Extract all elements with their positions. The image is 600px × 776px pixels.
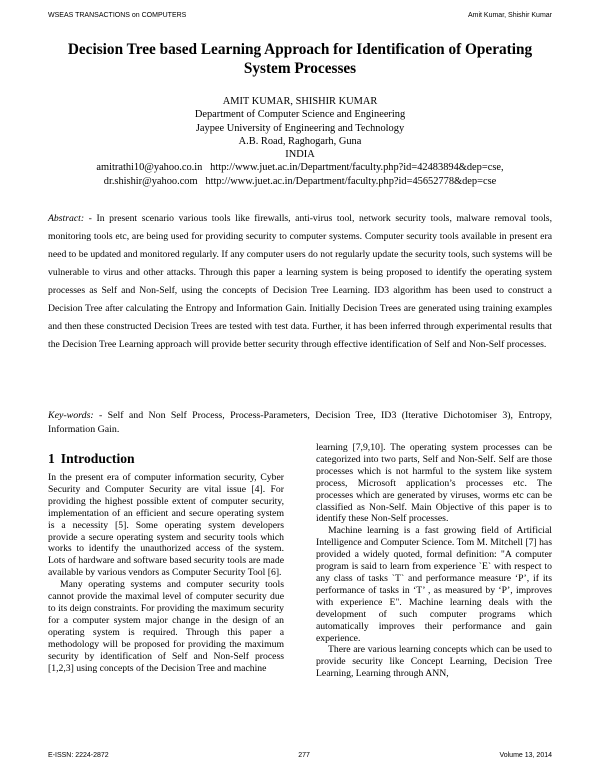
paper-title: Decision Tree based Learning Approach for Identification of Operating System Processes: [67, 41, 533, 77]
section-number: 1: [48, 451, 55, 466]
author-department: Department of Computer Science and Engineering: [194, 109, 406, 121]
running-footer: [48, 752, 552, 759]
intro-paragraph-1: In the present era of computer information security, Cyber Security and Computer Security are vital issue [4]. For providing the highest possible extent of computer security, implementation of an efficient and secure operating system is a necessity [5]. Some operating system developers provide a secure operating system and security tools which works to identify the unauthorized access of the system. Lots of hardware and software based security tools are made available by various vendors as Computer Security Tool [6].: [48, 472, 284, 579]
page-number: 277: [298, 752, 310, 759]
author-address: A.B. Road, Raghogarh, Guna: [238, 135, 362, 147]
journal-name: WSEAS TRANSACTIONS on COMPUTERS: [48, 12, 187, 19]
section-title: Introduction: [60, 451, 135, 466]
left-column: [48, 450, 284, 674]
author-contact-1: amitrathi10@yahoo.co.in http://www.juet.ac.in/Department/faculty.php?id=42483894&dep=cse,: [96, 162, 504, 174]
section-heading: [48, 450, 284, 468]
volume: Volume 13, 2014: [499, 752, 552, 759]
keywords-label: Key-words:: [48, 410, 94, 421]
right-column: [316, 442, 552, 680]
intro-paragraph-4: Machine learning is a fast growing field of Artificial Intelligence and Computer Science. Tom M. Mitchell [7] has provided a widely quoted, formal definition: "A computer program is said to learn from experience `E` with respect to any class of tasks `T` and performance measure ‘P’, if its performance of tasks in ‘T’ , as measured by ‘P’, improves with experience E". Machine learning deals with the development of such computer programs which automatically improves their performance and gain experience.: [316, 525, 552, 644]
author-names: AMIT KUMAR, SHISHIR KUMAR: [222, 96, 378, 107]
issn: E-ISSN: 2224-2872: [48, 752, 109, 759]
running-header: [48, 12, 552, 19]
author-university: Jaypee University of Engineering and Technology: [195, 122, 405, 134]
intro-paragraph-5: There are various learning concepts which can be used to provide security like Concept Learning, Decision Tree Learning, Learning through ANN,: [316, 644, 552, 680]
author-contact-2: dr.shishir@yahoo.com http://www.juet.ac.in/Department/faculty.php?id=45652778&dep=cse: [103, 175, 497, 187]
abstract-text: In present scenario various tools like firewalls, anti-virus tool, network security tools, malware removal tools, monitoring tools etc, are being used for providing security to computer systems. Computer security tools available in present era need to be updated and monitored regularly. If any computer users do not regularly update the security tools, such systems will be vulnerable to virus and other attacks. Through this paper a learning system is being proposed to identify the operating system processes as Self and Non-Self, using the concepts of Decision Tree Learning. ID3 algorithm has been used to construct a Decision Tree after calculating the Entropy and Information Gain. Initially Decision Trees are generated using training examples and then these constructed Decision Trees are tested with test data. Further, it has been inferred through experimental results that the Decision Tree Learning approach will provide better security through effective identification of Self and Non-Self processes.: [48, 213, 553, 350]
abstract-label: Abstract: -: [48, 213, 92, 224]
intro-paragraph-3: learning [7,9,10]. The operating system processes can be categorized into two parts, Self and Non-Self. Self are those processes which is not harmful to the system like system process, Microsoft application’s processes etc. The processes which are generated by viruses, worms etc can be classified as Non-Self. Main Objective of this paper is to identify these Non-Self processes.: [316, 442, 552, 525]
author-country: INDIA: [285, 149, 315, 161]
keywords: [48, 409, 552, 436]
abstract: [48, 210, 552, 354]
header-authors: Amit Kumar, Shishir Kumar: [467, 12, 552, 19]
keywords-text: - Self and Non Self Process, Process-Parameters, Decision Tree, ID3 (Iterative Dichotomiser 3), Entropy, Information Gain.: [48, 410, 552, 435]
author-block: [50, 95, 550, 188]
intro-paragraph-2: Many operating systems and computer security tools cannot provide the maximal level of computer security due to its deign constraints. For providing the maximum security for a computer system major change in the design of an operating system is required. Through this paper a methodology will be proposed for providing the maximum security by identification of Self and Non-Self process [1,2,3] using concepts of the Decision Tree and machine: [48, 579, 284, 674]
